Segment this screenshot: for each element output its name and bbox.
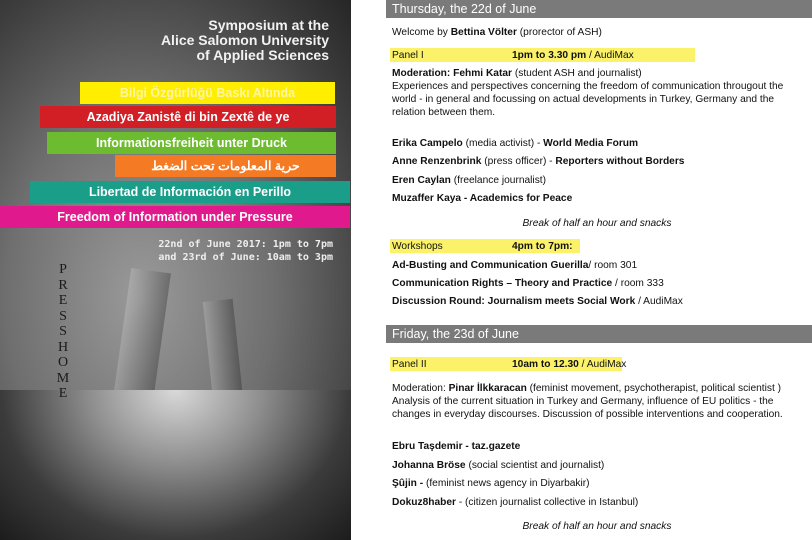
panel-label: Panel II [392,359,427,370]
speaker-note: (press officer) - [481,156,556,167]
panel-1-line [392,49,802,62]
moderator: Moderation: Fehmi Katar [392,68,512,79]
workshop-title: Ad-Busting and Communication Guerilla [392,260,589,271]
speaker-note: (social scientist and journalist) [465,460,605,471]
speaker-name: Anne Renzenbrink [392,156,482,167]
speaker-name: Şûjin - [392,478,424,489]
symposium-line: Symposium at the [208,17,329,33]
letter: M [56,370,70,386]
speaker-note: (freelance journalist) [450,175,547,186]
workshop-title: Discussion Round: Journalism meets Social Work [392,296,636,307]
program-schedule [386,0,812,540]
speaker-note: (media activist) - [462,138,544,149]
letter: E [58,293,68,308]
moderator-prefix: Moderation: [392,383,449,394]
title-band-arabic: حرية المعلومات تحت الضغط [115,155,336,177]
cloth-image [0,390,351,540]
speaker-item [392,459,604,472]
workshop-item [392,259,637,272]
workshops-time: 4pm to 7pm: [512,241,573,252]
letter: H [57,339,69,355]
letter: R [58,277,68,293]
symposium-line: of Applied Sciences [196,47,329,63]
workshops-line [392,240,802,253]
workshop-item [392,277,664,290]
letter: E [58,386,68,401]
moderator-note: (student ASH and journalist) [512,68,642,79]
break-note: Break of half an hour and snacks [522,218,672,229]
workshops-label: Workshops [392,241,443,252]
day-header-friday: Friday, the 23d of June [386,325,812,343]
workshop-item [392,295,683,308]
welcome-name: Bettina Völter [450,27,517,38]
workshop-room: / AudiMax [635,296,683,307]
panel-description: Experiences and perspectives concerning the freedom of communication througout the world - in general and focussing on actual developments in Turkey, Germany and the relation between them. [392,81,784,118]
moderator: Pinar İlkkaracan [448,383,527,394]
title-band-kurdish: Azadiya Zanistê di bin Zextê de ye [40,106,336,128]
poster-dates [73,238,333,264]
panel-time-group [512,358,626,371]
speaker-item [392,477,590,490]
panel-time: 10am to 12.30 [512,359,579,370]
speaker-note: - (citizen journalist collective in Istanbul) [455,497,639,508]
panel-room: / AudiMax [586,50,634,61]
date-line: and 23rd of June: 10am to 3pm [158,252,333,263]
title-band-turkish: Bilgi Özgürlüğü Baskı Altında [80,82,335,104]
panel-2-line [392,358,802,371]
title-band-english: Freedom of Information under Pressure [0,206,350,228]
title-band-spanish: Libertad de Información en Perillo [30,181,350,203]
panel-time-group [512,49,634,62]
speaker-name: Dokuz8haber [392,497,456,508]
break-note: Break of half an hour and snacks [522,521,672,532]
workshop-title: Communication Rights – Theory and Practice [392,278,613,289]
letter: P [59,262,67,277]
letter: S [59,308,67,324]
symposium-title [79,18,329,63]
speaker-name: Eren Caylan [392,175,451,186]
moderation-line [392,67,642,80]
speaker-name: Johanna Bröse [392,460,466,471]
speaker-item [392,440,520,453]
speaker-note: (feminist news agency in Diyarbakir) [423,478,590,489]
date-line: 22nd of June 2017: 1pm to 7pm [158,239,333,250]
panel-time: 1pm to 3.30 pm [512,50,587,61]
speaker-item [392,192,572,205]
symposium-line: Alice Salomon University [160,32,329,48]
workshop-room: / room 333 [612,278,664,289]
speaker-name: Erika Campelo [392,138,463,149]
speaker-item [392,155,684,168]
speaker-item [392,496,638,509]
panel-description: Analysis of the current situation in Turkey and Germany, influence of EU politics - the changes in everyday discourses. Discussion of possible interventions and cooperation. [392,396,783,420]
moderation-line [392,382,781,395]
welcome-suffix: (prorector of ASH) [516,27,602,38]
speaker-name: Muzaffer Kaya - Academics for Peace [392,193,573,204]
moderator-note: (feminist movement, psychotherapist, political scientist ) [526,383,782,394]
speaker-org: World Media Forum [543,138,639,149]
speaker-item [392,174,546,187]
welcome-prefix: Welcome by [392,27,451,38]
letter: O [57,355,69,370]
presshome-vertical-text [56,262,70,402]
welcome-line [392,26,602,39]
speaker-org: Reporters without Borders [555,156,685,167]
event-poster [0,0,351,540]
panel-room: / AudiMax [578,359,627,370]
letter: S [59,324,67,339]
speaker-name: Ebru Taşdemir - taz.gazete [392,441,521,452]
panel-label: Panel I [392,50,424,61]
day-header-thursday: Thursday, the 22d of June [386,0,812,18]
speaker-item [392,137,638,150]
title-band-german: Informationsfreiheit unter Druck [47,132,336,154]
workshop-room: / room 301 [588,260,638,271]
